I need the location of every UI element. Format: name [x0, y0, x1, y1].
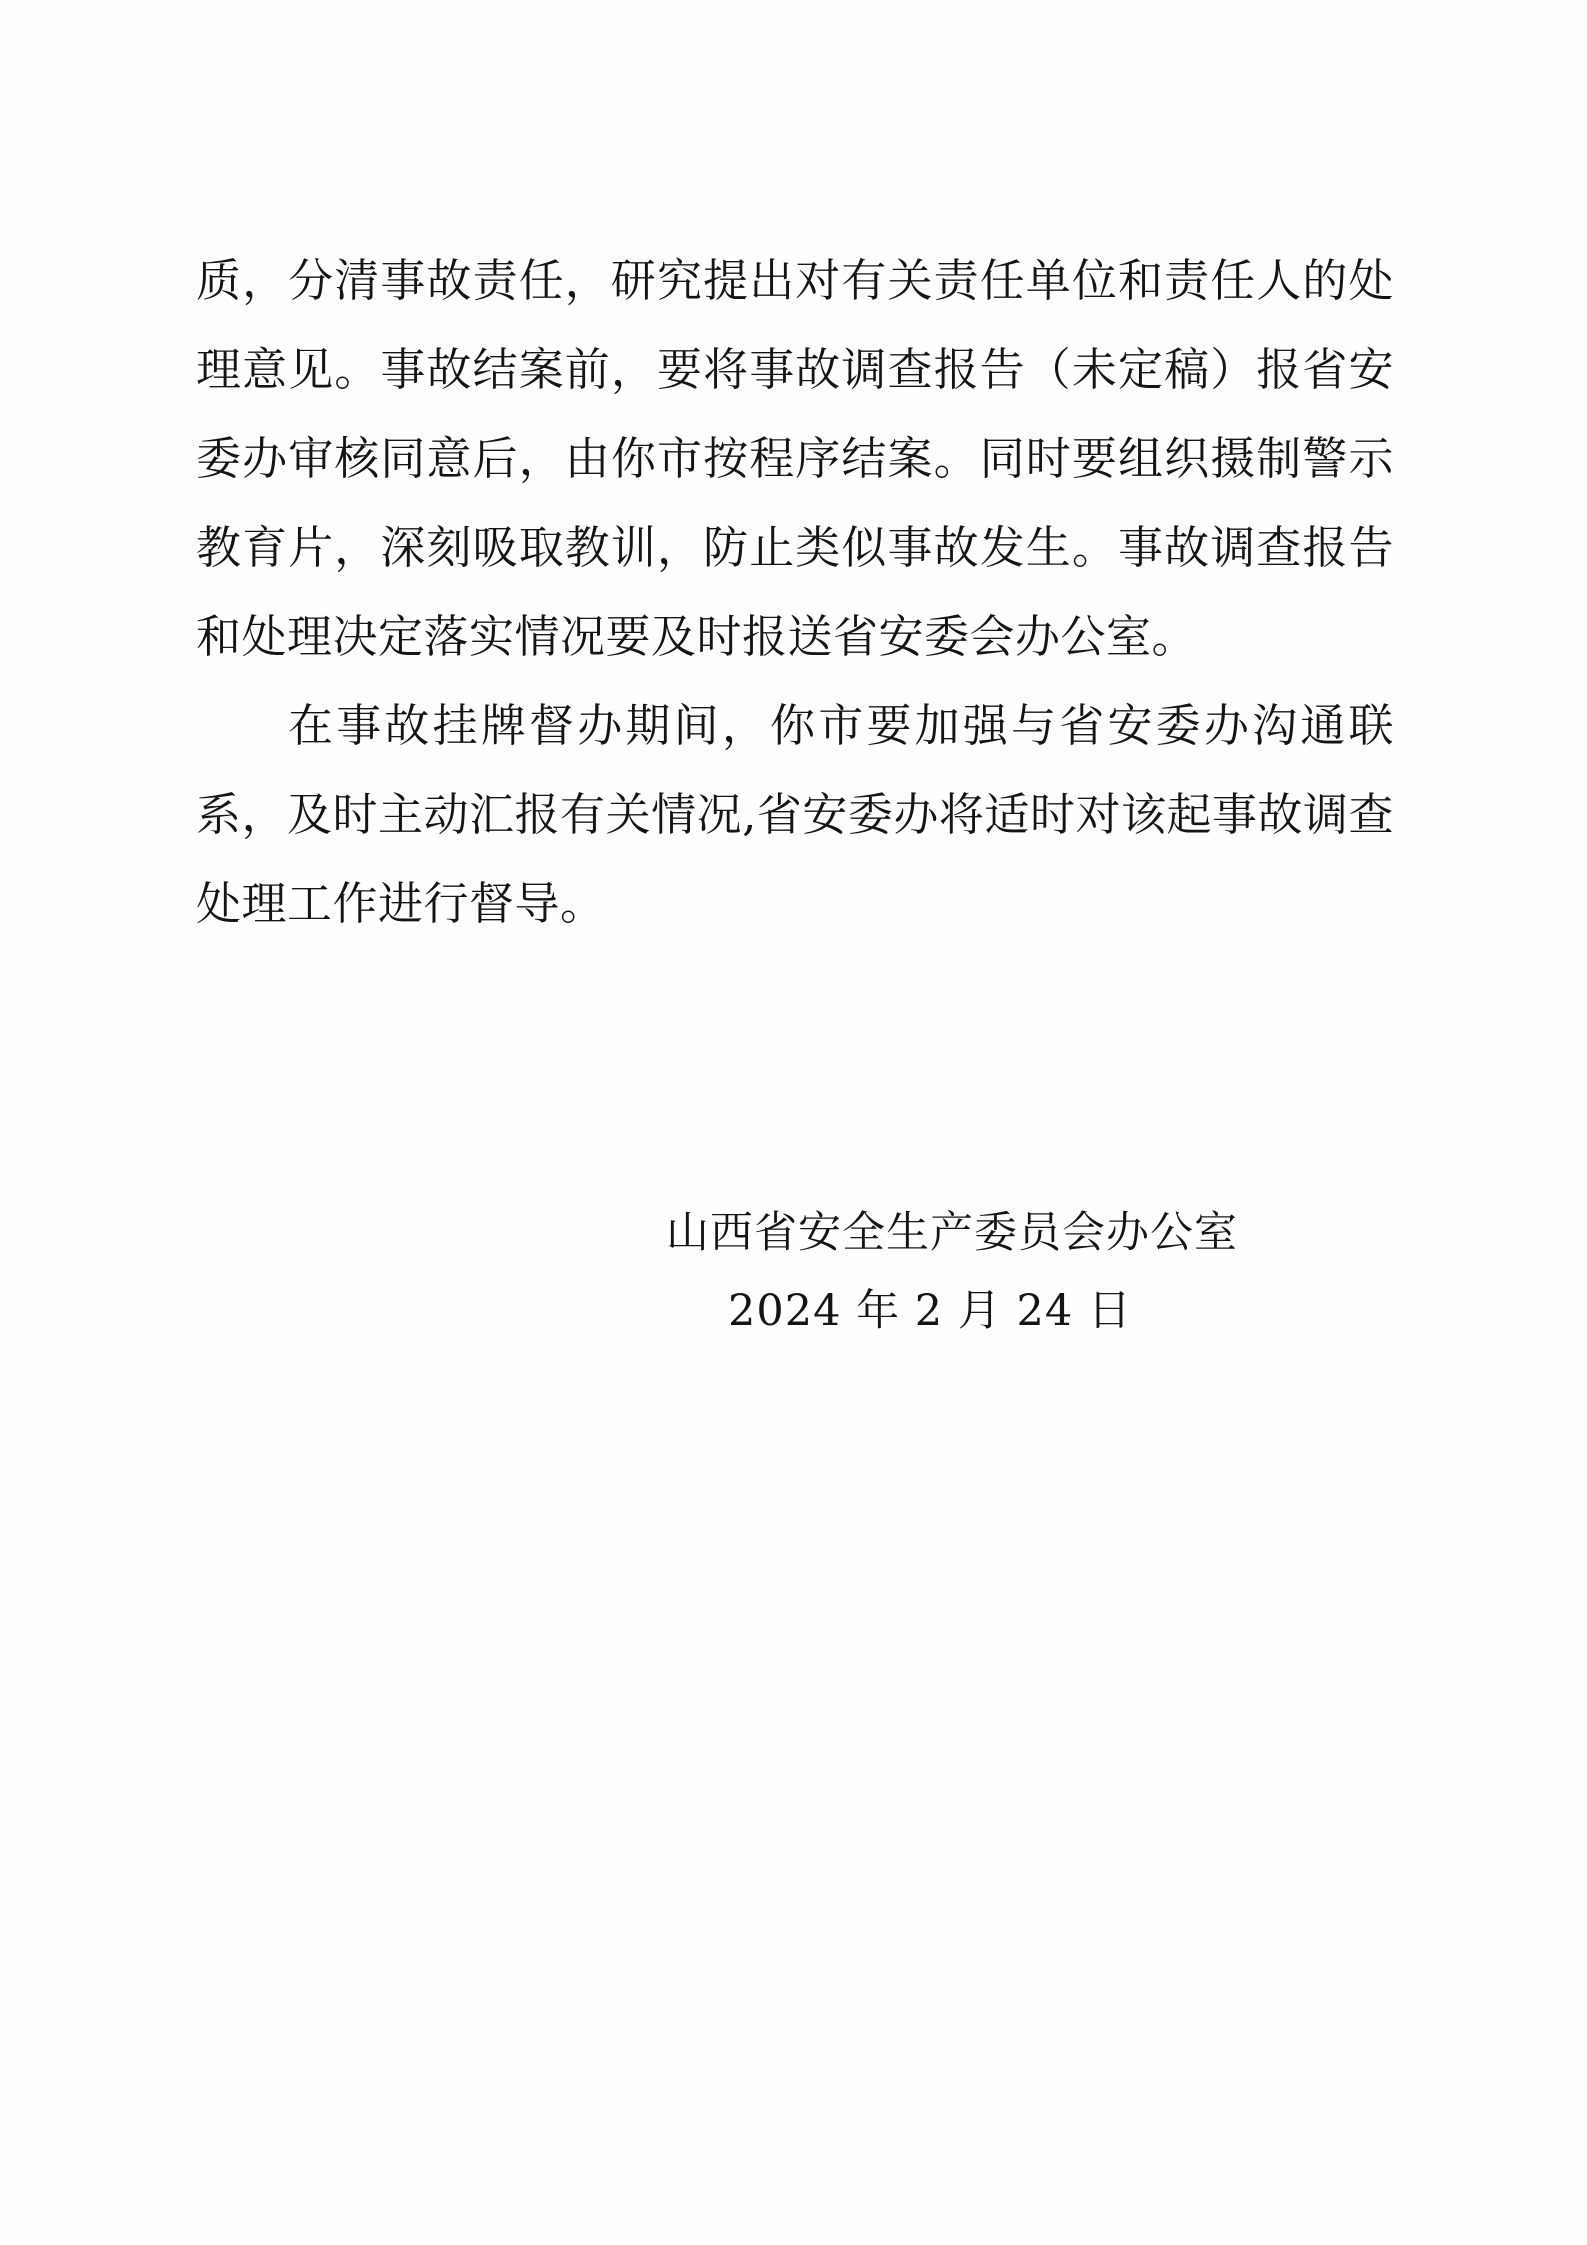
signature-block: [196, 1194, 1394, 1350]
signature-organization: 山西省安全生产委员会办公室: [666, 1208, 1238, 1258]
signature-spacer: [196, 948, 1394, 1194]
body-paragraph-1: 质，分清事故责任，研究提出对有关责任单位和责任人的处理意见。事故结案前，要将事故调查报告（未定稿）报省安委办审核同意后，由你市按程序结案。同时要组织摄制警示教育片，深刻吸取教训，防止类似事故发生。事故调查报告和处理决定落实情况要及时报送省安委会办公室。: [196, 254, 1394, 663]
document-body: [196, 236, 1394, 1350]
body-paragraph-2: 在事故挂牌督办期间，你市要加强与省安委办沟通联系，及时主动汇报有关情况,省安委办将适时对该起事故调查处理工作进行督导。: [196, 699, 1394, 930]
signature-date: 2024 年 2 月 24 日: [728, 1286, 1132, 1336]
